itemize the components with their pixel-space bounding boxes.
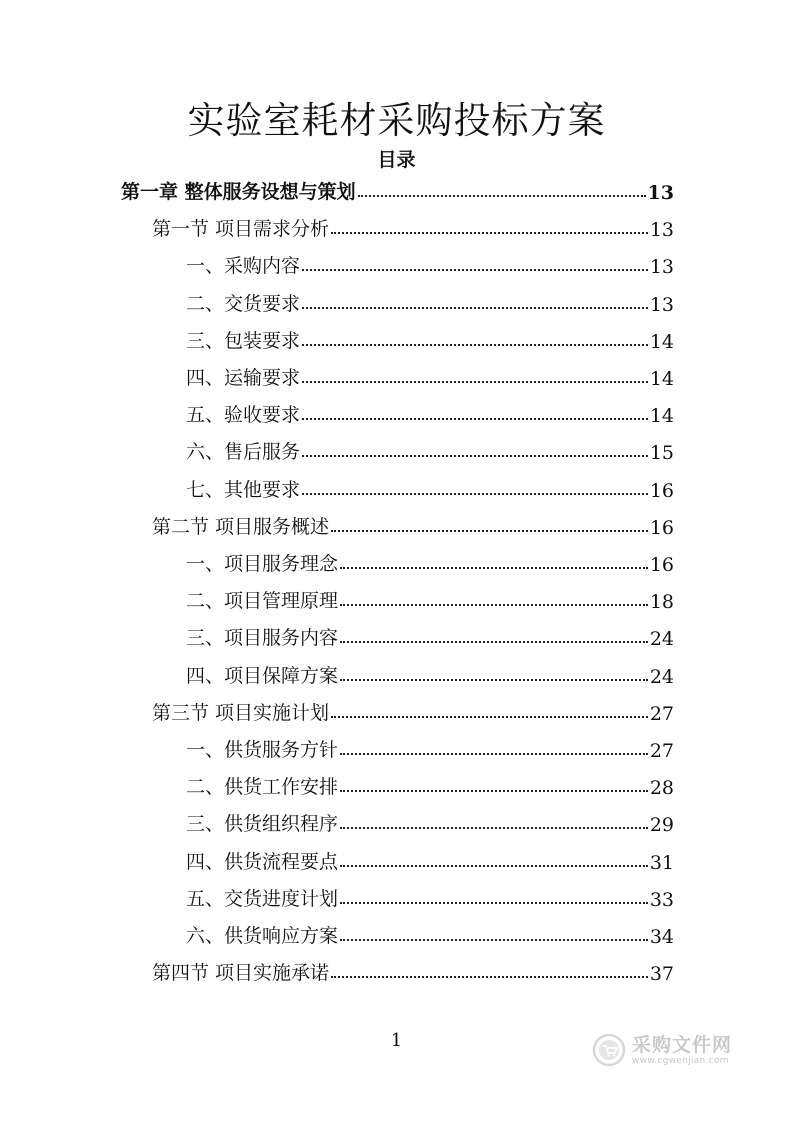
toc-page-number: 15 xyxy=(649,442,674,465)
watermark-name: 采购文件网 xyxy=(632,1033,733,1056)
toc-page-number: 28 xyxy=(649,777,674,800)
toc-leader-dots xyxy=(302,381,648,383)
toc-page-number: 24 xyxy=(649,628,674,651)
toc-entry-text: 一、供货服务方针 xyxy=(186,739,339,761)
toc-item[interactable] xyxy=(186,808,674,836)
toc-item[interactable] xyxy=(186,288,674,316)
toc-entry-text: 四、供货流程要点 xyxy=(186,850,339,873)
toc-page-number: 24 xyxy=(649,665,674,688)
page-number: 1 xyxy=(390,1030,403,1051)
toc-section[interactable] xyxy=(152,511,674,539)
toc-item[interactable] xyxy=(186,622,674,650)
toc-item[interactable] xyxy=(186,436,674,464)
toc-page-number: 16 xyxy=(649,554,674,576)
toc-entry-text: 二、供货工作安排 xyxy=(186,776,339,799)
toc-entry-text: 七、其他要求 xyxy=(186,478,301,501)
toc-item[interactable] xyxy=(186,399,674,427)
toc-entry-text: 三、项目服务内容 xyxy=(186,627,339,650)
toc-item[interactable] xyxy=(186,362,674,390)
toc-leader-dots xyxy=(302,455,648,457)
toc-section[interactable] xyxy=(152,213,674,241)
toc-entry-text: 二、交货要求 xyxy=(186,292,301,315)
toc-chapter[interactable] xyxy=(121,176,674,204)
toc-leader-dots xyxy=(340,604,648,606)
cart-logo-icon xyxy=(592,1033,626,1067)
toc-leader-dots xyxy=(302,493,648,495)
toc-item[interactable] xyxy=(186,846,674,874)
toc-page-number: 13 xyxy=(649,256,674,279)
toc-leader-dots xyxy=(340,641,648,643)
toc-section[interactable] xyxy=(152,957,674,985)
toc-entry-text: 第四节 项目实施承诺 xyxy=(152,962,330,985)
toc-leader-dots xyxy=(340,790,648,792)
toc-entry-text: 一、项目服务理念 xyxy=(186,553,339,575)
toc-page-number: 27 xyxy=(649,702,674,725)
toc-page-number: 13 xyxy=(649,293,674,316)
toc-entry-text: 第一章 整体服务设想与策划 xyxy=(121,181,356,203)
toc-item[interactable] xyxy=(186,920,674,948)
toc-page-number: 13 xyxy=(647,182,674,204)
toc-page-number: 27 xyxy=(649,740,674,762)
toc-entry-text: 四、项目保障方案 xyxy=(186,664,339,687)
toc-leader-dots xyxy=(340,902,648,904)
toc-entry-text: 四、运输要求 xyxy=(186,367,301,389)
toc-leader-dots xyxy=(358,195,646,197)
toc-page-number: 29 xyxy=(649,814,674,837)
toc-item[interactable] xyxy=(186,883,674,911)
toc-entry-text: 五、交货进度计划 xyxy=(186,887,339,910)
watermark-url: www.cgwenjian.com xyxy=(632,1055,729,1066)
toc-entry-text: 三、包装要求 xyxy=(186,329,301,352)
toc-item[interactable] xyxy=(186,585,674,613)
toc-page-number: 14 xyxy=(649,368,674,390)
toc-item[interactable] xyxy=(186,771,674,799)
toc-entry-text: 第二节 项目服务概述 xyxy=(152,515,330,538)
toc-page-number: 13 xyxy=(649,219,674,242)
toc-leader-dots xyxy=(331,976,648,978)
watermark xyxy=(592,1030,752,1070)
toc-leader-dots xyxy=(302,307,648,309)
toc-leader-dots xyxy=(302,344,648,346)
toc-item[interactable] xyxy=(186,660,674,688)
toc-leader-dots xyxy=(340,939,648,941)
toc-entry-text: 五、验收要求 xyxy=(186,404,301,427)
toc-leader-dots xyxy=(302,269,648,271)
toc-leader-dots xyxy=(340,865,648,867)
toc-page-number: 34 xyxy=(649,926,674,948)
toc-item[interactable] xyxy=(186,325,674,353)
toc-entry-text: 第一节 项目需求分析 xyxy=(152,218,330,241)
toc-page-number: 31 xyxy=(649,851,674,874)
toc-page-number: 18 xyxy=(649,591,674,614)
toc-entry-text: 三、供货组织程序 xyxy=(186,813,339,836)
toc-page-number: 37 xyxy=(649,963,674,986)
toc-leader-dots xyxy=(331,716,648,718)
toc-entry-text: 一、采购内容 xyxy=(186,255,301,278)
toc-item[interactable] xyxy=(186,548,674,576)
toc-leader-dots xyxy=(331,232,648,234)
toc-item[interactable] xyxy=(186,734,674,762)
toc-item[interactable] xyxy=(186,250,674,278)
toc-leader-dots xyxy=(302,418,648,420)
toc-page-number: 16 xyxy=(649,479,674,502)
page-title: 实验室耗材采购投标方案 xyxy=(187,99,606,142)
toc-heading: 目录 xyxy=(377,149,416,171)
toc-entry-text: 六、供货响应方案 xyxy=(186,925,339,947)
toc-leader-dots xyxy=(340,567,648,569)
toc-entry-text: 二、项目管理原理 xyxy=(186,590,339,613)
toc-item[interactable] xyxy=(186,474,674,502)
toc-section[interactable] xyxy=(152,697,674,725)
toc-page-number: 14 xyxy=(649,405,674,428)
toc-leader-dots xyxy=(340,827,648,829)
toc-entry-text: 第三节 项目实施计划 xyxy=(152,701,330,724)
toc-leader-dots xyxy=(340,753,648,755)
toc-leader-dots xyxy=(340,679,648,681)
toc-page-number: 33 xyxy=(649,888,674,911)
toc-page-number: 14 xyxy=(649,330,674,353)
toc-leader-dots xyxy=(331,530,648,532)
toc-entry-text: 六、售后服务 xyxy=(186,441,301,464)
toc-page-number: 16 xyxy=(649,516,674,539)
